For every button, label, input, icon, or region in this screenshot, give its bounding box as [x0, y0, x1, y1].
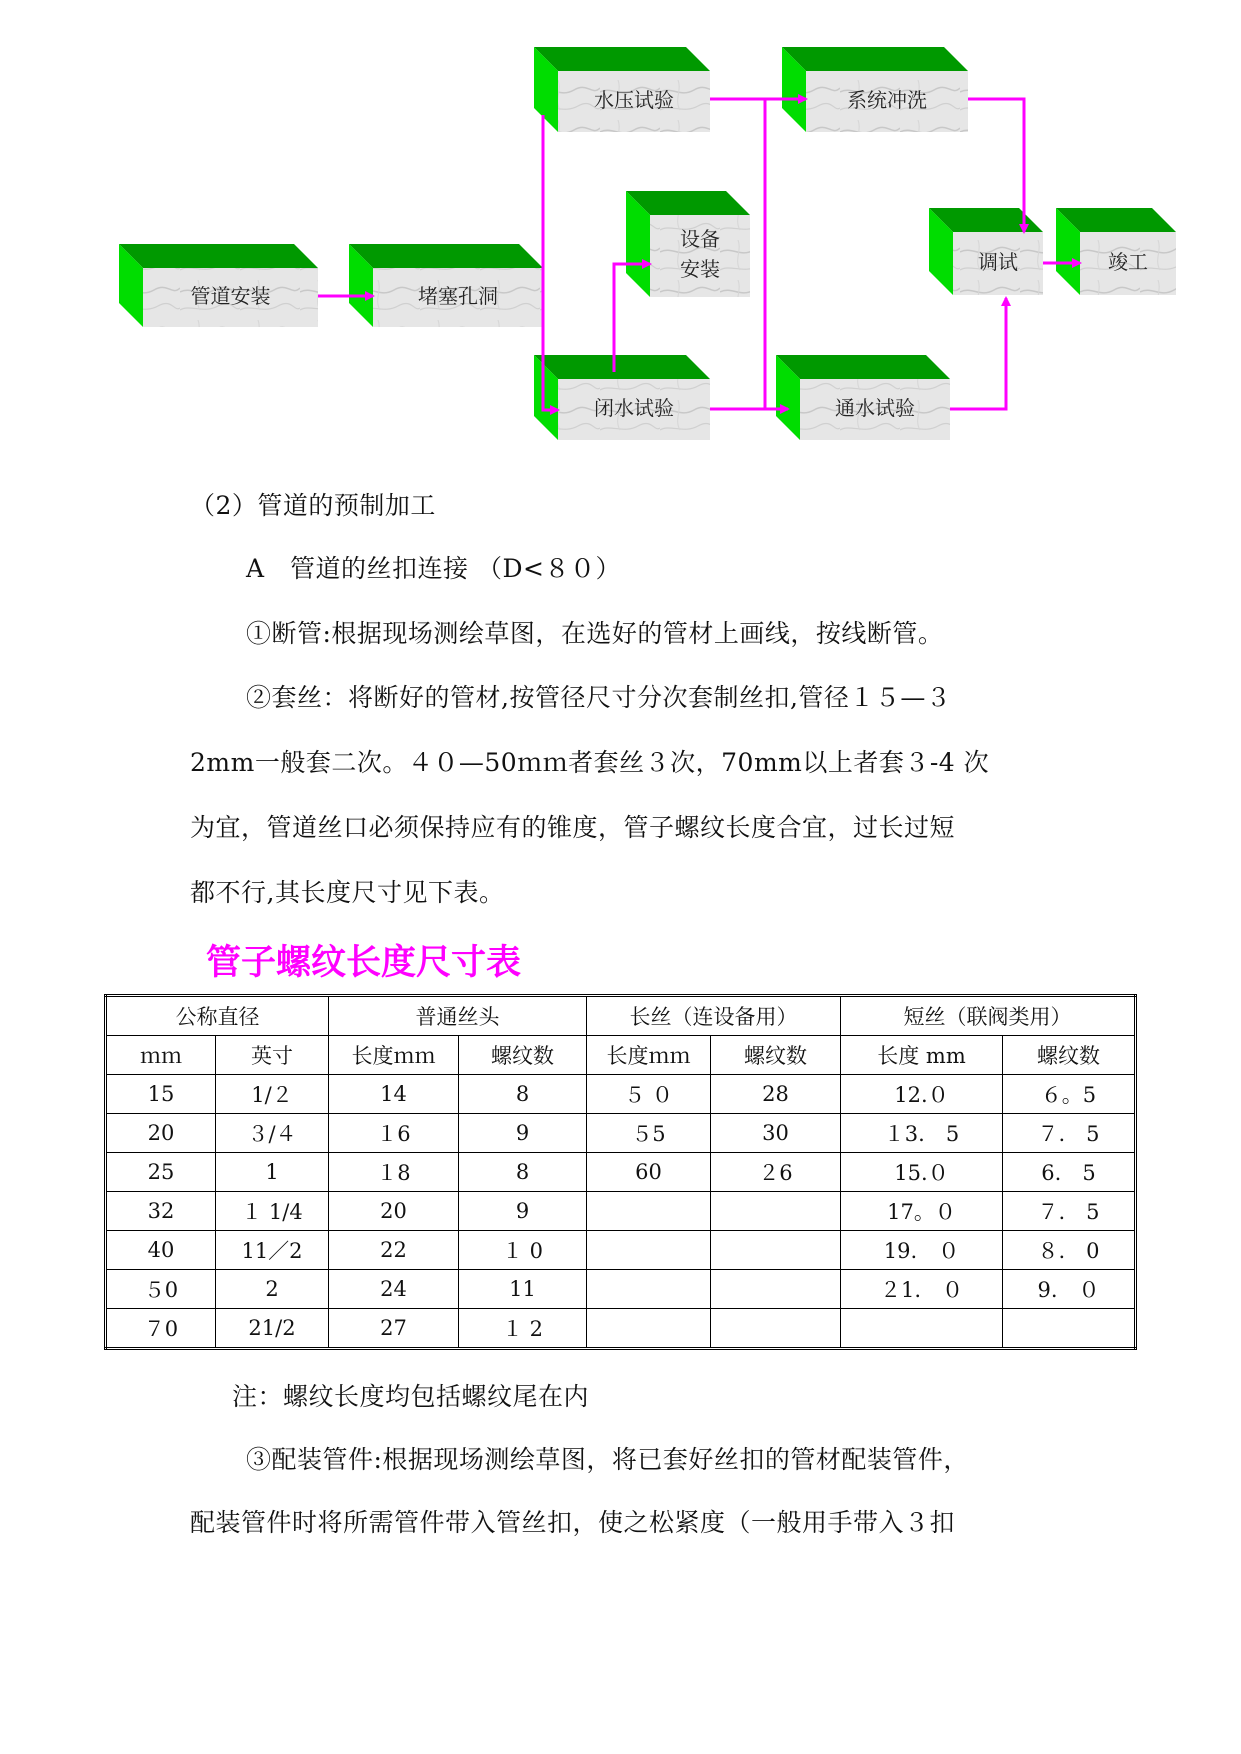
table-cell: １ 2 — [459, 1309, 587, 1349]
table-cell: 27 — [329, 1309, 459, 1349]
table-cell: 9. ０ — [1003, 1270, 1136, 1309]
construction-flow-diagram — [0, 0, 1241, 460]
table-cell: 22 — [329, 1231, 459, 1270]
table-row — [106, 1114, 1136, 1153]
table-cell: 28 — [711, 1075, 841, 1114]
step-threading-line2: 2mm一般套二次。４０—50ｍｍ者套丝３次，70mm以上者套３-4 次 — [190, 748, 990, 777]
table-cell: 19. ０ — [841, 1231, 1003, 1270]
table-cell: 11 — [459, 1270, 587, 1309]
table-cell: 20 — [106, 1114, 216, 1153]
table-title: 管子螺纹长度尺寸表 — [206, 943, 522, 983]
step-threading-line3: 为宜，管道丝口必须保持应有的锥度，管子螺纹长度合宜，过长过短 — [190, 813, 956, 842]
table-cell — [711, 1192, 841, 1231]
section-heading: （2）管道的预制加工 — [190, 491, 436, 520]
table-cell: 21/2 — [216, 1309, 329, 1349]
table-cell: ２6 — [711, 1153, 841, 1192]
sub-header-thread-count: 螺纹数 — [459, 1036, 587, 1075]
arrow-pass-to-commission — [950, 298, 1006, 409]
table-cell: 6. 5 — [1003, 1153, 1136, 1192]
flow-box-label: 竣工 — [1108, 249, 1148, 274]
table-cell — [841, 1309, 1003, 1349]
table-sub-header-row — [106, 1036, 1136, 1075]
thread-length-table — [104, 994, 1137, 1350]
step-fitting-line2: 配装管件时将所需管件带入管丝扣，使之松紧度（一般用手带入３扣 — [190, 1508, 956, 1537]
sub-header-thread-count: 螺纹数 — [1003, 1036, 1136, 1075]
table-cell — [711, 1309, 841, 1349]
table-cell: 32 — [106, 1192, 216, 1231]
table-row — [106, 1075, 1136, 1114]
table-row — [106, 1309, 1136, 1349]
subsection-heading: A 管道的丝扣连接 （D<８０） — [246, 554, 621, 583]
table-cell: ８. 0 — [1003, 1231, 1136, 1270]
table-cell: 17。０ — [841, 1192, 1003, 1231]
table-cell — [587, 1231, 711, 1270]
sub-header-mm: ｍｍ — [106, 1036, 216, 1075]
table-cell: ２1. ０ — [841, 1270, 1003, 1309]
header-nominal-diameter: 公称直径 — [106, 996, 329, 1036]
table-row — [106, 1270, 1136, 1309]
step-fitting-line1: ③配装管件:根据现场测绘草图，将已套好丝扣的管材配装管件， — [246, 1445, 969, 1474]
table-cell — [587, 1309, 711, 1349]
table-cell: 40 — [106, 1231, 216, 1270]
table-cell: 24 — [329, 1270, 459, 1309]
table-row — [106, 1192, 1136, 1231]
table-cell: ７. 5 — [1003, 1114, 1136, 1153]
flow-box-label: 闭水试验 — [594, 395, 674, 420]
sub-header-length: 长度 mm — [841, 1036, 1003, 1075]
step-threading-line4: 都不行,其长度尺寸见下表。 — [190, 878, 505, 907]
table-cell — [1003, 1309, 1136, 1349]
sub-header-thread-count: 螺纹数 — [711, 1036, 841, 1075]
flow-box-label: 调试 — [978, 249, 1018, 274]
table-cell — [587, 1270, 711, 1309]
table-note: 注：螺纹长度均包括螺纹尾在内 — [232, 1382, 590, 1411]
table-cell: 15 — [106, 1075, 216, 1114]
sub-header-length: 长度ｍｍ — [329, 1036, 459, 1075]
table-cell: 20 — [329, 1192, 459, 1231]
table-row — [106, 1153, 1136, 1192]
flow-box-label: 设备 安装 — [680, 227, 720, 281]
table-cell — [711, 1231, 841, 1270]
table-group-header-row — [106, 996, 1136, 1036]
table-cell: 11／2 — [216, 1231, 329, 1270]
table-cell: １3. 5 — [841, 1114, 1003, 1153]
header-short-thread: 短丝（联阀类用） — [841, 996, 1136, 1036]
flow-box-label: 管道安装 — [190, 283, 271, 308]
table-cell: ５0 — [106, 1270, 216, 1309]
table-cell: 8 — [459, 1075, 587, 1114]
sub-header-inch: 英寸 — [216, 1036, 329, 1075]
table-cell: 1 — [216, 1153, 329, 1192]
table-cell: ３/４ — [216, 1114, 329, 1153]
flow-box-label: 系统冲洗 — [847, 87, 927, 112]
table-cell: １ 0 — [459, 1231, 587, 1270]
table-cell — [711, 1270, 841, 1309]
table-cell: 9 — [459, 1192, 587, 1231]
table-cell: １ 1/4 — [216, 1192, 329, 1231]
table-cell: ７0 — [106, 1309, 216, 1349]
header-standard-thread: 普通丝头 — [329, 996, 587, 1036]
table-cell: 1/２ — [216, 1075, 329, 1114]
table-cell: １6 — [329, 1114, 459, 1153]
table-cell: 15.０ — [841, 1153, 1003, 1192]
table-cell: ６。5 — [1003, 1075, 1136, 1114]
table-cell: 2 — [216, 1270, 329, 1309]
table-cell: 60 — [587, 1153, 711, 1192]
sub-header-length: 长度ｍｍ — [587, 1036, 711, 1075]
table-cell: 12.０ — [841, 1075, 1003, 1114]
step-threading-line1: ②套丝：将断好的管材,按管径尺寸分次套制丝扣,管径１５—３ — [246, 683, 952, 712]
flow-box-label: 堵塞孔洞 — [418, 283, 498, 308]
table-cell: 9 — [459, 1114, 587, 1153]
table-cell: 30 — [711, 1114, 841, 1153]
table-cell: 14 — [329, 1075, 459, 1114]
table-cell: ５5 — [587, 1114, 711, 1153]
header-long-thread: 长丝（连设备用） — [587, 996, 841, 1036]
table-cell: ７. 5 — [1003, 1192, 1136, 1231]
table-cell: ５ ０ — [587, 1075, 711, 1114]
table-cell: 25 — [106, 1153, 216, 1192]
step-cutting: ①断管:根据现场测绘草图，在选好的管材上画线，按线断管。 — [246, 619, 944, 648]
table-cell: 8 — [459, 1153, 587, 1192]
table-row — [106, 1231, 1136, 1270]
flow-box-label: 水压试验 — [594, 87, 674, 112]
table-cell — [587, 1192, 711, 1231]
flow-box-label: 通水试验 — [835, 395, 915, 420]
table-cell: １8 — [329, 1153, 459, 1192]
